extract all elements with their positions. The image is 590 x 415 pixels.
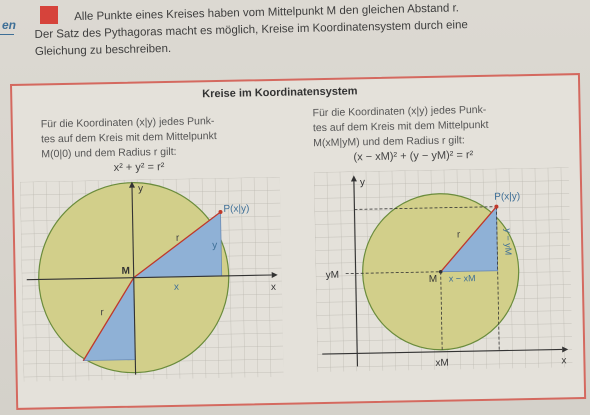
right-text-line-2: tes auf dem Kreis mit dem Mittelpunkt (312, 118, 489, 135)
right-text-line-3: M(xM|yM) und dem Radius r gilt: (313, 134, 465, 150)
center-label: M (121, 265, 131, 277)
margin-line (0, 34, 14, 35)
box-title: Kreise im Koordinatensystem (202, 85, 358, 101)
intro-line-2: Der Satz des Pythagoras macht es möglich, Kreise im Koordinatensystem durch eine (34, 19, 468, 41)
radius-label: r (456, 229, 461, 241)
x-axis-label: x (270, 281, 277, 294)
leg-y-label: y − yM (502, 228, 514, 256)
left-text-line-3: M(0|0) und dem Radius r gilt: (41, 145, 177, 161)
y-axis-label: y (359, 177, 366, 189)
point-p-label: P(x|y) (494, 191, 521, 203)
center-label: M (428, 273, 438, 285)
left-formula: x² + y² = r² (113, 161, 165, 175)
radius-lower-label: r (100, 307, 104, 319)
intro-line-1: Alle Punkte eines Kreises haben vom Mittelpunkt M den gleichen Abstand r. (74, 2, 460, 24)
radius-upper-label: r (175, 232, 180, 244)
right-text-line-1: Für die Koordinaten (x|y) jedes Punk- (312, 103, 487, 120)
intro-paragraph (34, 0, 555, 61)
left-text-line-2: tes auf dem Kreis mit dem Mittelpunkt (40, 130, 217, 146)
y-axis-label: y (137, 183, 144, 195)
left-text-line-1: Für die Koordinaten (x|y) jedes Punk- (40, 115, 215, 131)
right-circle-diagram (314, 167, 573, 372)
right-formula: (x − xM)² + (y − yM)² = r² (353, 149, 474, 164)
yM-label: yM (325, 269, 340, 281)
margin-mark: en (2, 18, 17, 32)
intro-line-3: Gleichung zu beschreiben. (34, 42, 172, 58)
left-circle-diagram (20, 177, 284, 382)
leg-x-label: x − xM (448, 273, 476, 284)
xM-label: xM (435, 357, 449, 369)
info-box (10, 73, 586, 410)
leg-y-label: y (212, 240, 218, 252)
leg-x-label: x (173, 281, 180, 293)
point-p-label: P(x|y) (223, 203, 250, 215)
x-axis-label: x (561, 355, 567, 367)
